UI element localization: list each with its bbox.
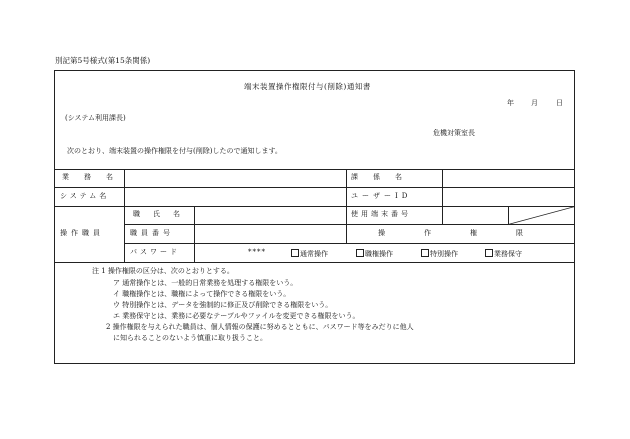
row-line-4 (124, 243, 575, 244)
sender: 危機対策室長 (433, 129, 475, 137)
system-name-label: システム名 (60, 192, 110, 200)
note-i: イ 職権操作とは、職権によって操作できる権限をいう。 (113, 290, 291, 298)
checkbox-icon[interactable] (291, 249, 299, 257)
business-name-field[interactable] (125, 170, 345, 187)
section-name-field[interactable] (443, 170, 574, 187)
terminal-number-label: 使用端末番号 (351, 210, 411, 218)
staff-name-label: 職 氏 名 (133, 210, 183, 218)
password-label: パスワード (130, 248, 180, 256)
checkbox-icon[interactable] (356, 249, 364, 257)
date-day: 日 (556, 99, 563, 107)
auth-header-label: 操 作 権 限 (378, 229, 539, 237)
section-name-label: 課 係 名 (351, 173, 406, 181)
auth-option-normal[interactable]: 通常操作 (291, 249, 328, 258)
note-2-line1: 2 操作権限を与えられた職員は、個人情報の保護に努めるとともに、パスワード等をみだりに他人 (106, 323, 414, 331)
user-id-field[interactable] (443, 188, 574, 206)
auth-option-authority[interactable]: 職権操作 (356, 249, 393, 258)
date-month: 月 (531, 99, 538, 107)
note-a: ア 通常操作とは、一般的日常業務を処理する権限をいう。 (113, 279, 298, 287)
auth-option-special[interactable]: 特別操作 (421, 249, 458, 258)
note-u: ウ 特別操作とは、データを強制的に修正及び削除できる権限をいう。 (113, 301, 333, 309)
table-bottom-line (54, 262, 575, 263)
form-title: 端末装置操作権限付与(削除)通知書 (244, 82, 371, 91)
auth-option-maintenance[interactable]: 業務保守 (485, 249, 522, 258)
password-value: **** (248, 248, 266, 256)
staff-number-label: 職員番号 (130, 229, 174, 237)
addressee: (システム利用課長) (65, 114, 126, 122)
diagonal-slash (508, 206, 575, 225)
staff-number-field[interactable] (195, 225, 345, 243)
operator-label: 操作職員 (60, 229, 104, 237)
col-line-3 (346, 169, 347, 243)
system-name-field[interactable] (125, 188, 345, 206)
note-e: エ 業務保守とは、業務に必要なテーブルやファイルを変更できる権限をいう。 (113, 312, 360, 320)
checkbox-icon[interactable] (485, 249, 493, 257)
user-id-label: ユーザーID (351, 192, 412, 200)
business-name-label: 業 務 名 (62, 173, 117, 181)
checkbox-icon[interactable] (421, 249, 429, 257)
date-year: 年 (507, 99, 514, 107)
form-label: 別記第5号様式(第15条関係) (55, 56, 151, 65)
staff-name-field[interactable] (195, 207, 345, 224)
note-2-line2: に知られることのないよう慎重に取り扱うこと。 (113, 334, 267, 342)
terminal-number-field[interactable] (443, 207, 507, 224)
note-1: 注 1 操作権限の区分は、次のとおりとする。 (92, 267, 234, 275)
body-text: 次のとおり、端末装置の操作権限を付与(削除)したので通知します。 (67, 147, 282, 155)
